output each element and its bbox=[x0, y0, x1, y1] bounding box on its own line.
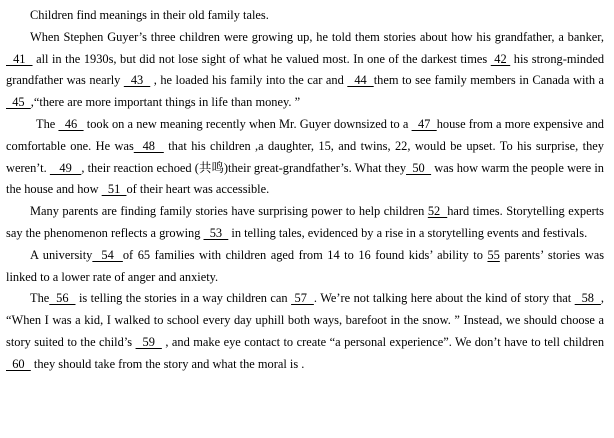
answer-blank: 55 bbox=[487, 247, 500, 262]
passage-body bbox=[6, 27, 604, 376]
passage-text: of their heart was accessible. bbox=[126, 182, 270, 197]
answer-blank: 45 bbox=[6, 95, 31, 110]
passage-text: , “When I was a kid, I walked to school every day uphill both ways, barefoot in the snow. ” Instead, we should choose a story suited to the child’s bbox=[6, 291, 605, 349]
passage-text: The bbox=[36, 116, 59, 131]
answer-blank: 46 bbox=[58, 116, 84, 131]
passage-paragraph bbox=[6, 245, 604, 289]
passage-text: A university bbox=[30, 247, 93, 262]
passage-text: , he loaded his family into the car and bbox=[150, 73, 348, 88]
passage-text: them to see family members in Canada with a bbox=[373, 73, 605, 88]
answer-blank: 56 bbox=[49, 291, 76, 306]
passage-paragraph bbox=[6, 27, 604, 114]
answer-blank: 48 bbox=[133, 138, 164, 153]
passage-text: ,“there are more important things in life than money. ” bbox=[30, 95, 301, 110]
answer-blank: 41 bbox=[6, 51, 33, 66]
passage-text: When Stephen Guyer’s three children were growing up, he told them stories about how his grandfather, a banker, bbox=[30, 29, 604, 44]
answer-blank: 57 bbox=[291, 291, 314, 306]
answer-blank: 50 bbox=[406, 160, 432, 175]
answer-blank: 54 bbox=[92, 247, 123, 262]
passage-text: that his children ,a daughter, 15, and twins, 22, would be upset. To his surprise, they weren’t. bbox=[6, 138, 604, 175]
passage-text: . We’re not talking here about the kind of story that bbox=[313, 291, 575, 306]
passage-text: took on a new meaning recently when Mr. Guyer downsized to a bbox=[83, 116, 412, 131]
passage-text: parents’ stories was linked to a lower rate of anger and anxiety. bbox=[6, 247, 605, 284]
passage-text: is telling the stories in a way children can bbox=[75, 291, 292, 306]
passage-text: they should take from the story and what the moral is . bbox=[30, 356, 305, 371]
passage-title: Children find meanings in their old family tales. bbox=[30, 8, 269, 22]
passage-text: all in the 1930s, but did not lose sight of what he valued most. In one of the darkest times bbox=[32, 51, 491, 66]
passage-text: house from a more expensive and comfortable one. He was bbox=[6, 116, 605, 153]
answer-blank: 51 bbox=[101, 182, 127, 197]
passage-paragraph bbox=[6, 201, 604, 245]
answer-blank: 52 bbox=[427, 204, 448, 219]
passage-text: hard times. Storytelling experts say the phenomenon reflects a growing bbox=[6, 204, 604, 240]
passage-text: , and make eye contact to create “a personal experience”. We don’t have to tell children bbox=[161, 334, 605, 349]
answer-blank: 53 bbox=[203, 225, 229, 240]
answer-blank: 42 bbox=[490, 51, 511, 66]
cloze-passage bbox=[6, 5, 604, 376]
answer-blank: 49 bbox=[49, 160, 82, 175]
passage-text: The bbox=[30, 291, 50, 306]
passage-text: Many parents are finding family stories have surprising power to help children bbox=[30, 204, 428, 219]
answer-blank: 43 bbox=[123, 73, 151, 88]
passage-text: in telling tales, evidenced by a rise in a storytelling events and festivals. bbox=[228, 225, 588, 240]
passage-paragraph bbox=[6, 114, 604, 201]
answer-blank: 58 bbox=[574, 291, 601, 306]
passage-text: , their reaction echoed (共鸣)their great-grandfather’s. What they bbox=[81, 160, 407, 175]
passage-text: his strong-minded grandfather was nearly bbox=[6, 51, 605, 88]
answer-blank: 47 bbox=[411, 116, 437, 131]
answer-blank: 59 bbox=[135, 334, 162, 349]
answer-blank: 60 bbox=[6, 356, 31, 371]
passage-paragraph bbox=[6, 288, 604, 375]
passage-text: of 65 families with children aged from 14 to 16 found kids’ ability to bbox=[122, 247, 488, 262]
answer-blank: 44 bbox=[347, 73, 374, 88]
passage-text: was how warm the people were in the house and how bbox=[6, 160, 604, 197]
